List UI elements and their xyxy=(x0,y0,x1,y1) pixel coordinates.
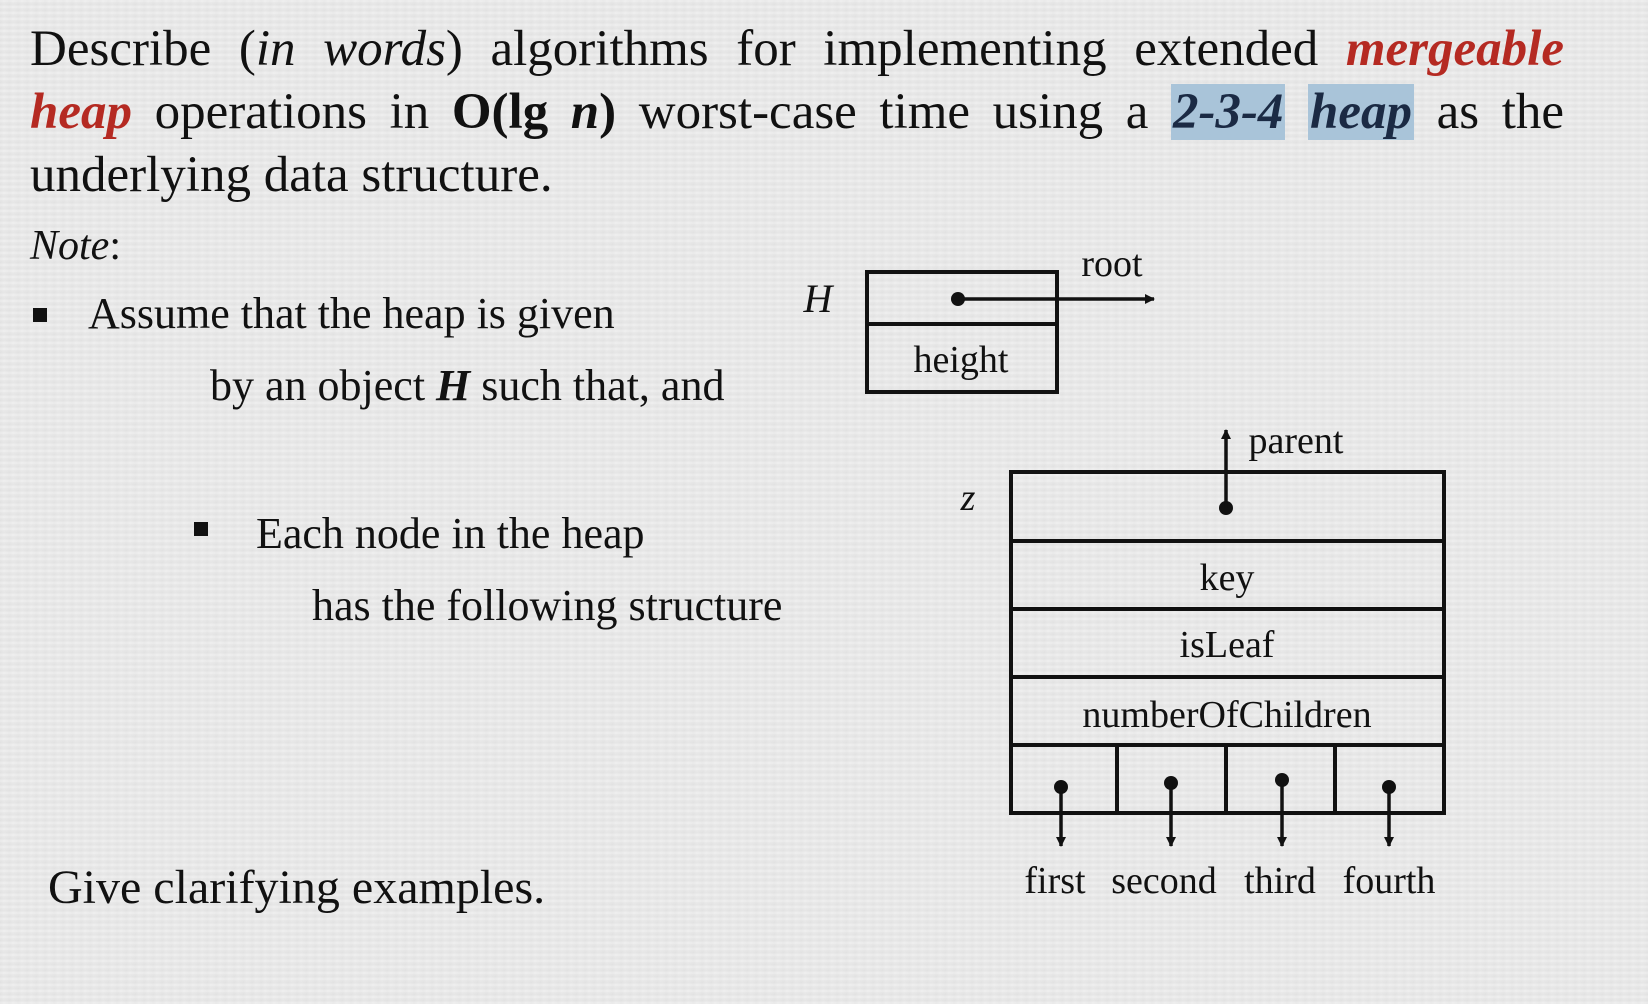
note-colon: : xyxy=(109,223,121,269)
term-heap: heap xyxy=(30,84,132,140)
h-object-label: H xyxy=(803,276,833,321)
height-field-label: height xyxy=(913,339,1009,381)
child-label-third: third xyxy=(1244,860,1316,902)
bullet-2-line-2: has the following structure xyxy=(312,581,783,630)
child-label-fourth: fourth xyxy=(1342,860,1436,902)
stmt-in-words: in words xyxy=(255,21,446,77)
complexity-part: ) xyxy=(599,84,617,140)
closing-text: Give clarifying examples. xyxy=(48,861,546,914)
child-label-second: second xyxy=(1111,860,1217,902)
root-label: root xyxy=(1081,243,1143,285)
node-z-label: z xyxy=(960,477,976,519)
complexity-part: O(lg xyxy=(451,84,571,140)
term-234-heap: heap xyxy=(1310,84,1413,140)
stmt-text: operations in xyxy=(132,84,452,140)
term-mergeable: mergeable xyxy=(1345,21,1564,77)
stmt-text: ) algorithms for implementing extended xyxy=(445,21,1346,77)
bullet-text: by an object xyxy=(210,361,437,410)
field-isleaf: isLeaf xyxy=(1179,624,1275,666)
bullet-2-line-1: Each node in the heap xyxy=(256,509,645,558)
bullet-text: such that, and xyxy=(470,361,725,410)
child-label-first: first xyxy=(1024,860,1086,902)
note-word: Note xyxy=(30,223,110,269)
field-key: key xyxy=(1199,557,1255,599)
term-234: 2-3-4 xyxy=(1172,84,1284,140)
parent-label: parent xyxy=(1248,420,1344,462)
complexity-n: n xyxy=(570,84,600,140)
var-h: H xyxy=(436,361,471,410)
field-number-of-children: numberOfChildren xyxy=(1082,694,1372,736)
stmt-text: worst-case time using a xyxy=(616,84,1171,140)
bullet-1-line-1: Assume that the heap is given xyxy=(88,289,615,338)
stmt-text: as the underlying data structure. xyxy=(30,84,1564,203)
stmt-text: Describe ( xyxy=(30,21,256,77)
